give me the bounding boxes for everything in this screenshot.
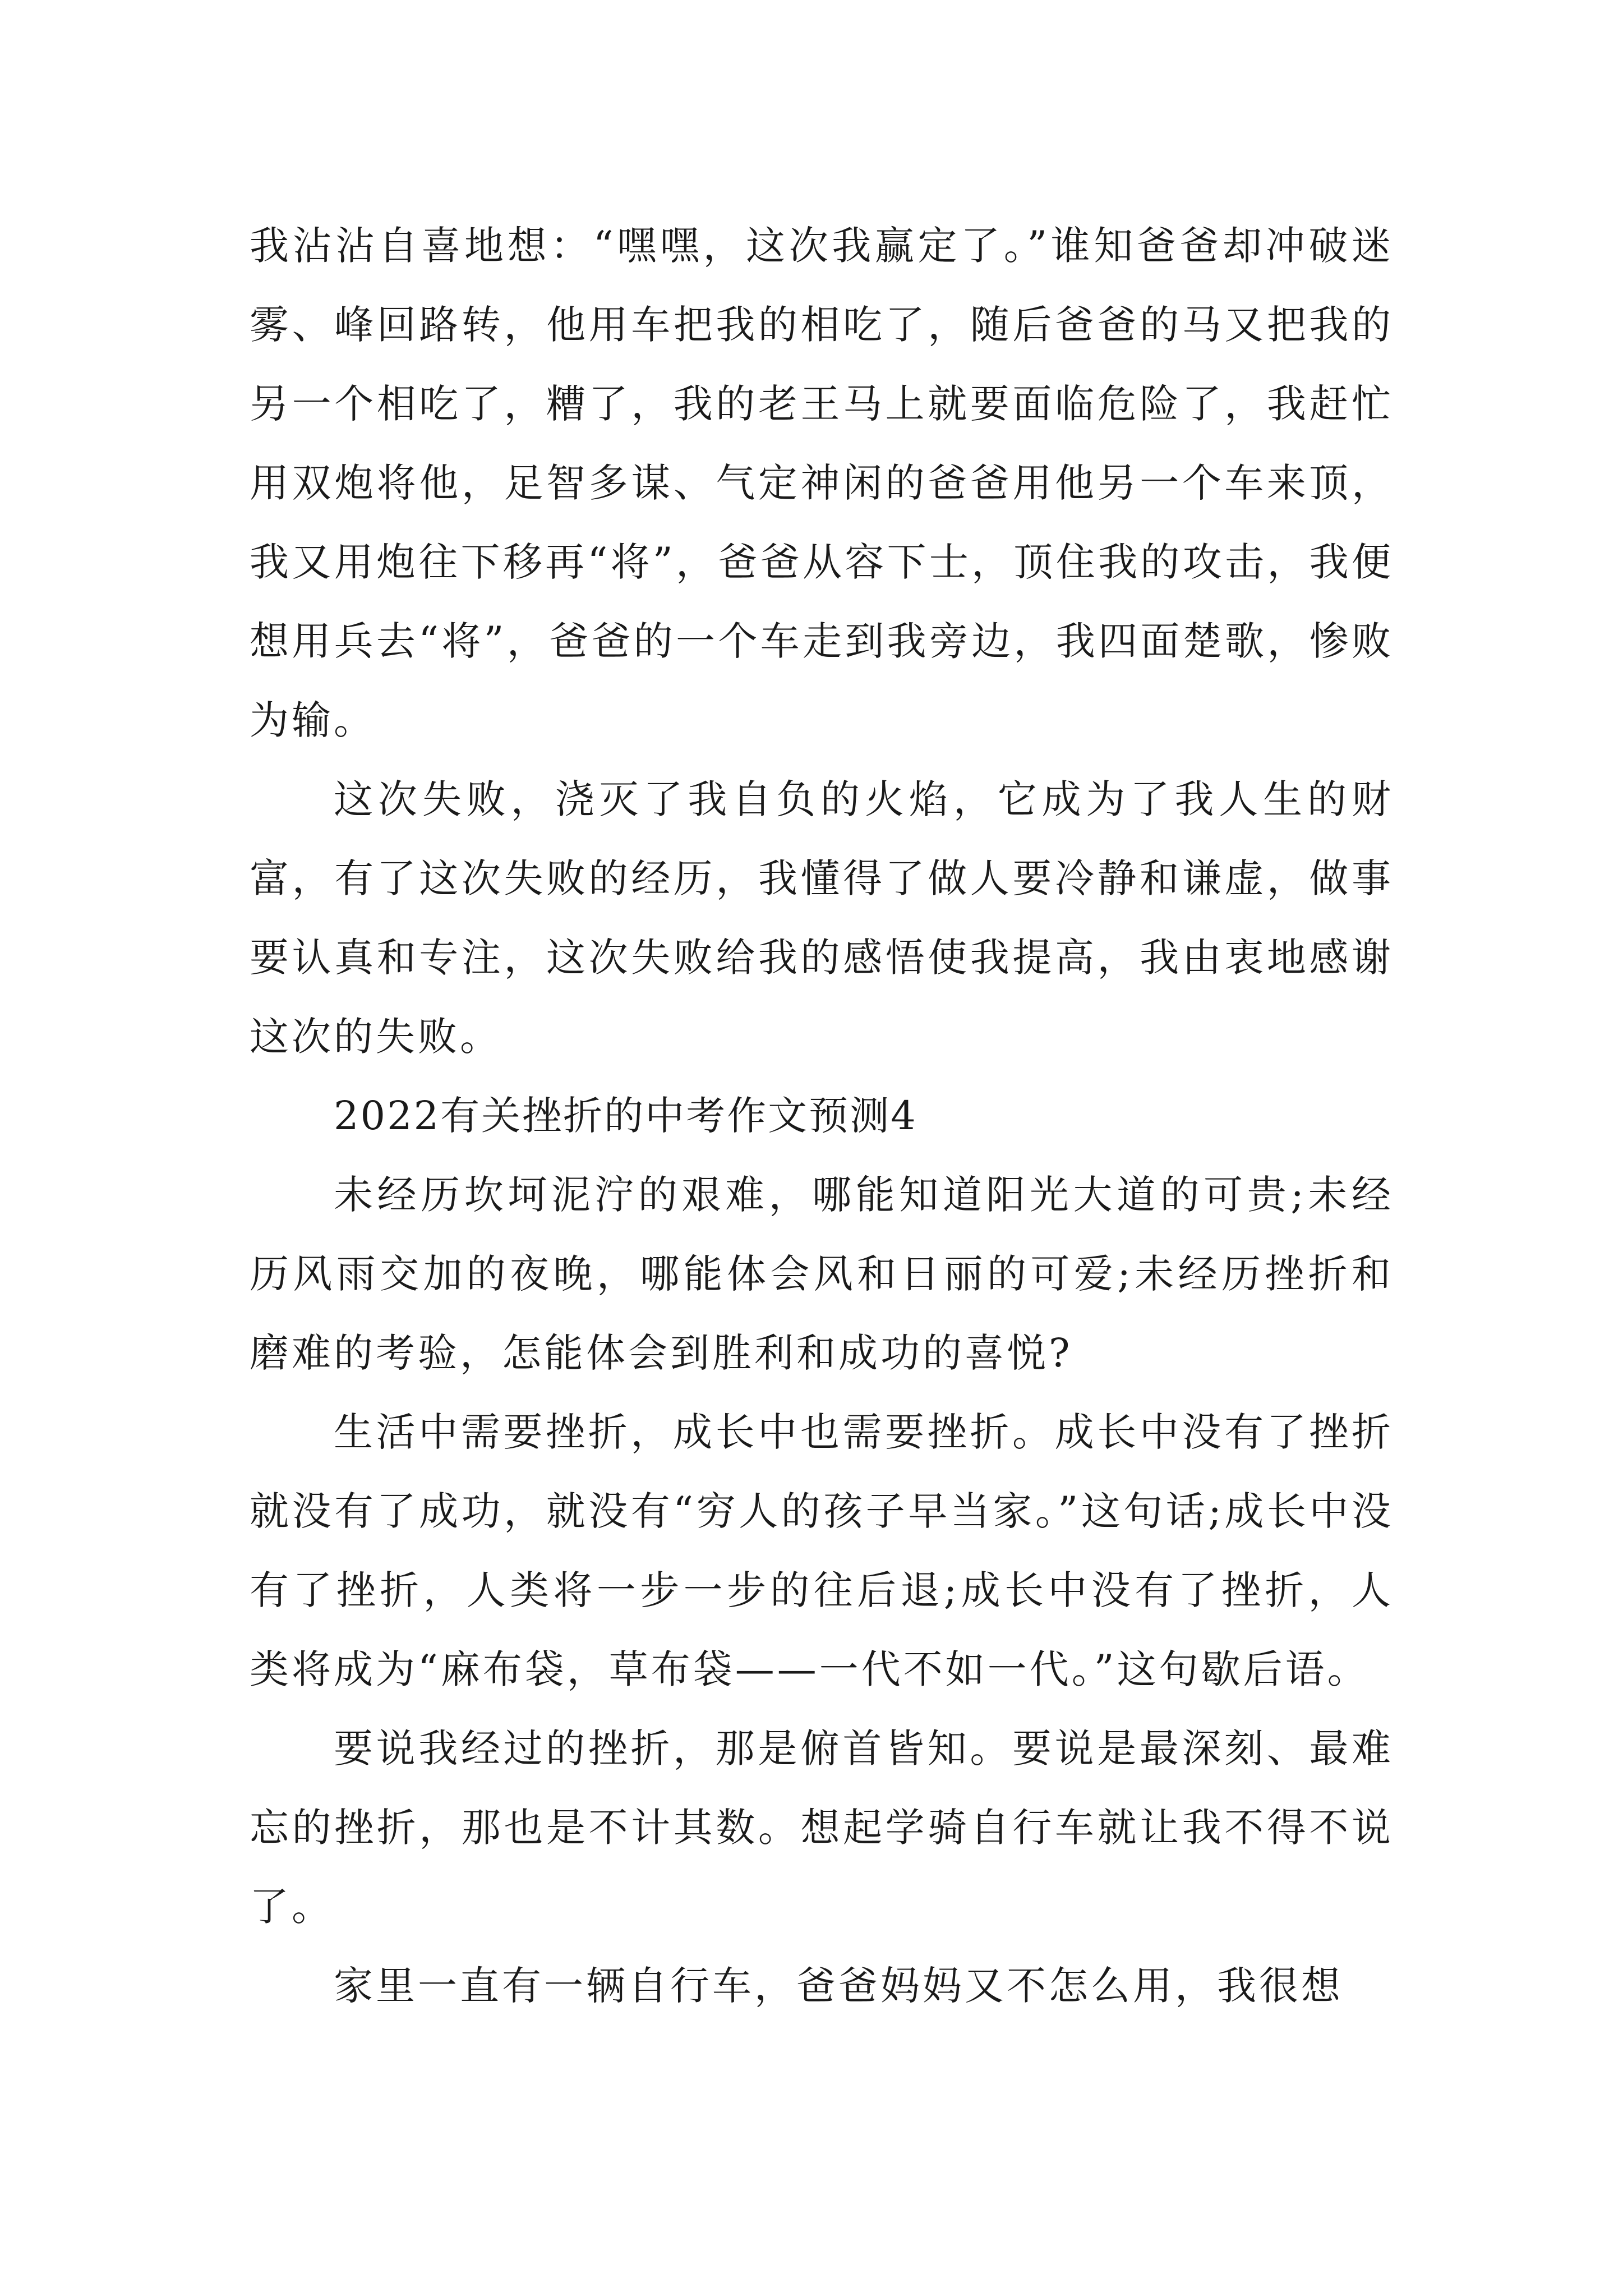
document-body [250,206,1394,2026]
paragraph-failure-reflection: 这次失败，浇灭了我自负的火焰，它成为了我人生的财富，有了这次失败的经历，我懂得了做人要冷静和谦虚，做事要认真和专注，这次失败给我的感悟使我提高，我由衷地感谢这次的失败。 [250,776,1394,1060]
paragraph-bicycle: 家里一直有一辆自行车，爸爸妈妈又不怎么用，我很想 [334,1963,1343,2009]
paragraph-intro: 未经历坎坷泥泞的艰难，哪能知道阳光大道的可贵;未经历风雨交加的夜晚，哪能体会风和日丽的可爱;未经历挫折和磨难的考验，怎能体会到胜利和成功的喜悦? [250,1172,1394,1376]
paragraph-chess-game: 我沾沾自喜地想：“嘿嘿，这次我赢定了。”谁知爸爸却冲破迷雾、峰回路转，他用车把我的相吃了，随后爸爸的马又把我的另一个相吃了，糟了，我的老王马上就要面临危险了，我赶忙用双炮将他，足智多谋、气定神闲的爸爸用他另一个车来顶，我又用炮往下移再“将”，爸爸从容下士，顶住我的攻击，我便想用兵去“将”，爸爸的一个车走到我旁边，我四面楚歌，惨败为输。 [250,223,1394,743]
paragraph-growth-needs-setbacks: 生活中需要挫折，成长中也需要挫折。成长中没有了挫折就没有了成功，就没有“穷人的孩子早当家。”这句话;成长中没有了挫折，人类将一步一步的往后退;成长中没有了挫折，人类将成为“麻布袋，草布袋——一代不如一代。”这句歇后语。 [250,1409,1394,1692]
paragraph-my-setbacks: 要说我经过的挫折，那是俯首皆知。要说是最深刻、最难忘的挫折，那也是不计其数。想起学骑自行车就让我不得不说了。 [250,1726,1394,1930]
essay-title: 2022有关挫折的中考作文预测4 [334,1093,917,1139]
